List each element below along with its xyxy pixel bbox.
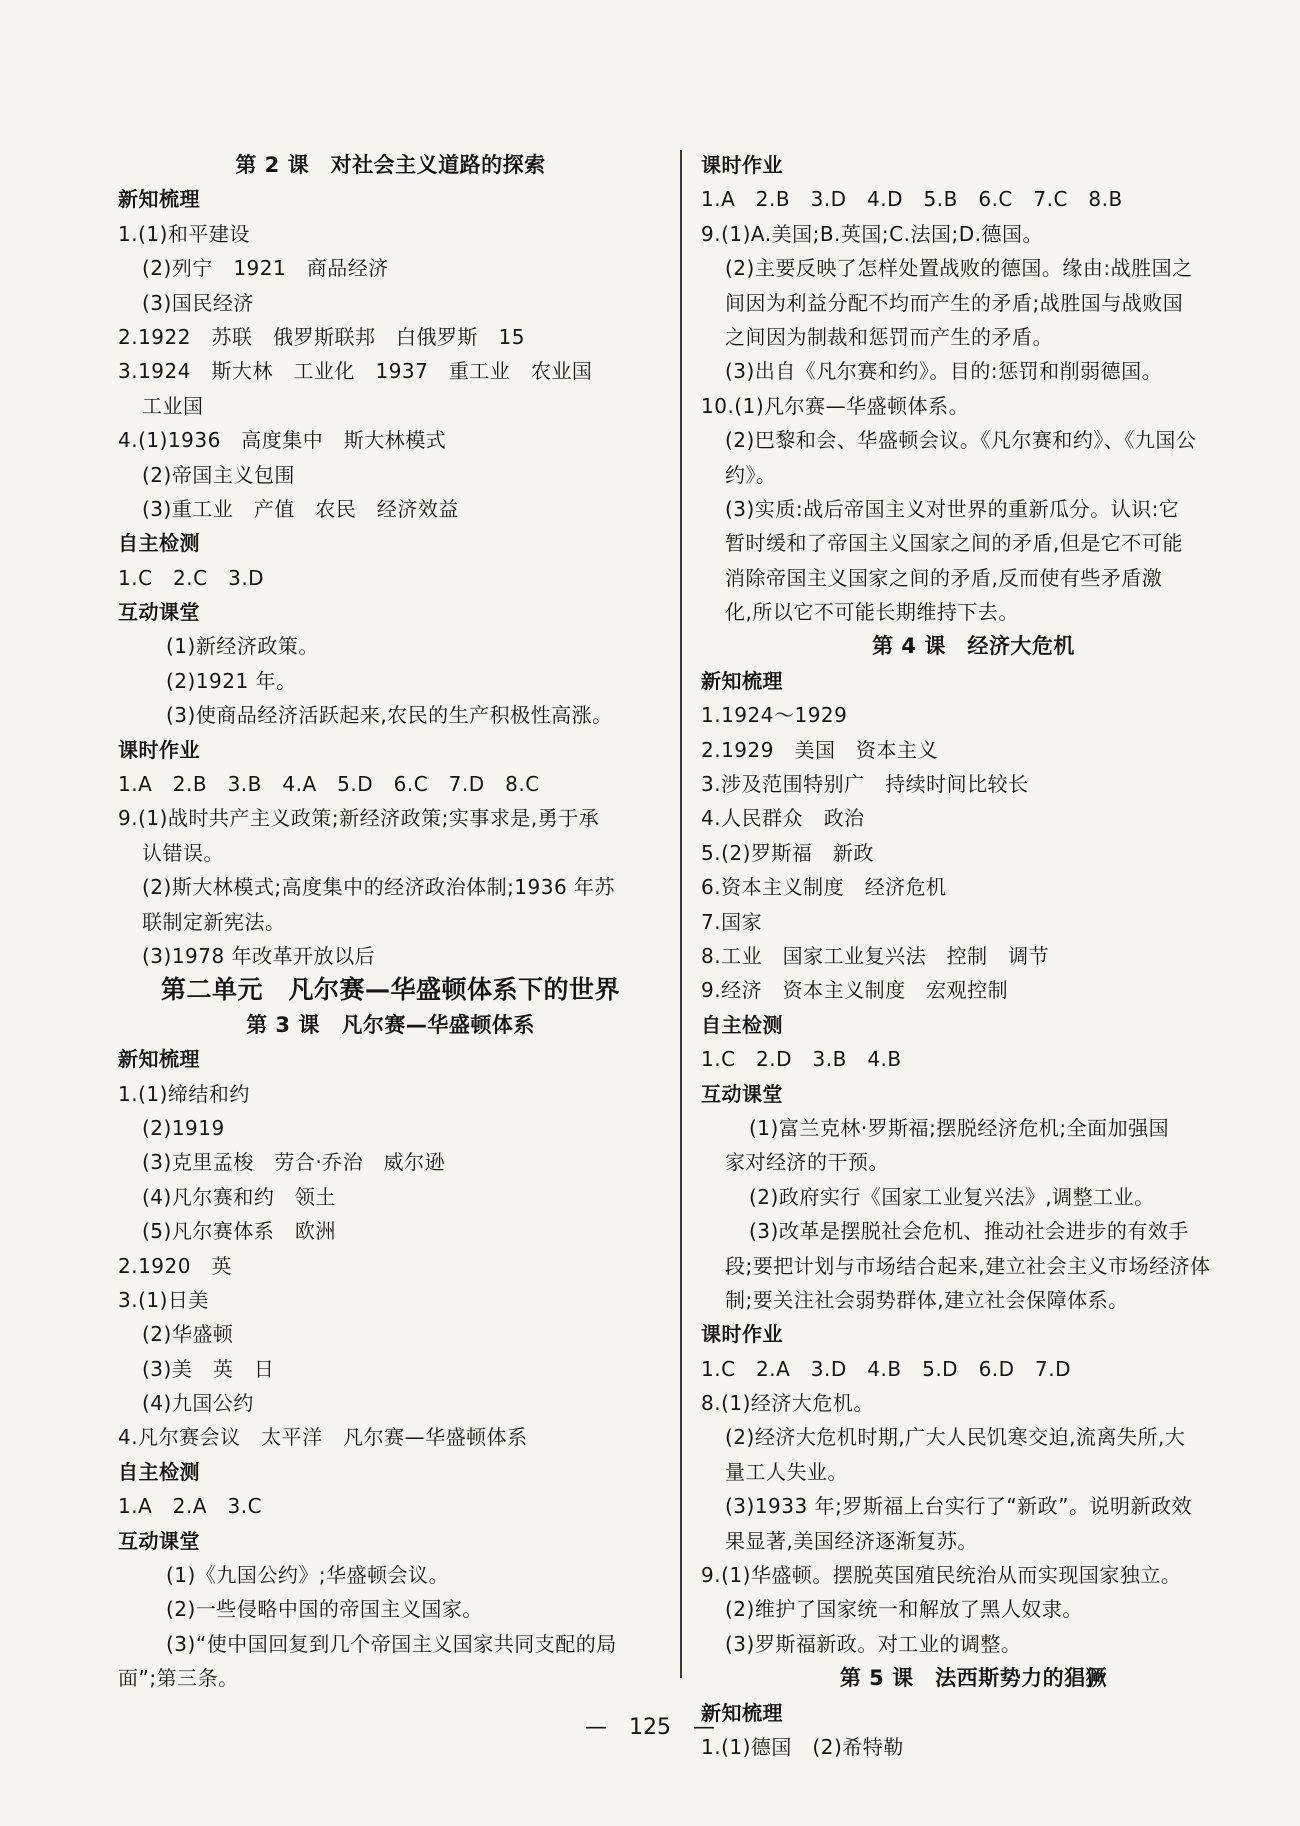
answer-line: (2)维护了国家统一和解放了黑人奴隶。 bbox=[725, 1597, 1083, 1622]
answer-line: (2)帝国主义包围 bbox=[142, 462, 295, 487]
answer-line: (3)出自《凡尔赛和约》。目的:惩罚和削弱德国。 bbox=[725, 359, 1163, 384]
answer-line: 9.(1)战时共产主义政策;新经济政策;实事求是,勇于承 bbox=[118, 806, 600, 831]
answer-line: (3)罗斯福新政。对工业的调整。 bbox=[725, 1631, 1022, 1656]
answer-line: 2.1929 美国 资本主义 bbox=[701, 737, 938, 762]
answer-line: (2)列宁 1921 商品经济 bbox=[142, 256, 389, 281]
answer-line: (3)改革是摆脱社会危机、推动社会进步的有效手 bbox=[749, 1219, 1189, 1244]
answer-line: 8.(1)经济大危机。 bbox=[701, 1391, 874, 1416]
section-heading: 新知梳理 bbox=[118, 1047, 200, 1072]
answer-line: 约》。 bbox=[725, 462, 777, 487]
answer-line: 4.人民群众 政治 bbox=[701, 806, 865, 831]
answer-line: 1.A 2.A 3.C bbox=[118, 1494, 263, 1519]
section-heading: 课时作业 bbox=[701, 153, 783, 177]
answer-line: 1.C 2.D 3.B 4.B bbox=[701, 1047, 902, 1072]
answer-line: 家对经济的干预。 bbox=[725, 1150, 889, 1175]
section-heading: 互动课堂 bbox=[118, 600, 200, 625]
answer-line: 联制定新宪法。 bbox=[142, 909, 286, 934]
answer-line: (3)“使中国回复到几个帝国主义国家共同支配的局 bbox=[166, 1631, 617, 1656]
answer-line: 1.A 2.B 3.D 4.D 5.B 6.C 7.C 8.B bbox=[701, 187, 1123, 212]
answer-line: (1)富兰克林·罗斯福;摆脱经济危机;全面加强国 bbox=[749, 1115, 1170, 1140]
answer-line: 1.(1)缔结和约 bbox=[118, 1081, 250, 1106]
lesson-title: 第 5 课 法西斯势力的猖獗 bbox=[839, 1666, 1108, 1691]
answer-line: 6.资本主义制度 经济危机 bbox=[701, 875, 947, 900]
left-column bbox=[118, 148, 663, 1696]
answer-line: (3)使商品经济活跃起来,农民的生产积极性高涨。 bbox=[166, 703, 613, 728]
answer-line: (2)1921 年。 bbox=[166, 668, 297, 693]
answer-line: 8.工业 国家工业复兴法 控制 调节 bbox=[701, 943, 1050, 968]
answer-line: (5)凡尔赛体系 欧洲 bbox=[142, 1219, 336, 1244]
section-heading: 互动课堂 bbox=[118, 1528, 200, 1553]
section-heading: 新知梳理 bbox=[701, 1700, 783, 1725]
answer-line: 果显著,美国经济逐渐复苏。 bbox=[725, 1528, 978, 1553]
right-column bbox=[701, 148, 1246, 1764]
section-heading: 自主检测 bbox=[118, 1459, 200, 1484]
answer-line: (1)新经济政策。 bbox=[166, 634, 319, 659]
unit-title: 第二单元 凡尔赛—华盛顿体系下的世界 bbox=[160, 975, 620, 1005]
page-number: — 125 — bbox=[585, 1715, 715, 1740]
answer-line: (2)巴黎和会、华盛顿会议。《凡尔赛和约》、《九国公 bbox=[725, 428, 1197, 453]
answer-line: 段;要把计划与市场结合起来,建立社会主义市场经济体 bbox=[725, 1253, 1211, 1278]
answer-line: 量工人失业。 bbox=[725, 1459, 848, 1484]
lesson-title: 第 3 课 凡尔赛—华盛顿体系 bbox=[246, 1012, 535, 1037]
answer-line: 化,所以它不可能长期维持下去。 bbox=[725, 600, 1019, 625]
column-divider bbox=[680, 150, 682, 1678]
answer-line: (3)国民经济 bbox=[142, 290, 254, 315]
answer-line: 制;要关注社会弱势群体,建立社会保障体系。 bbox=[725, 1287, 1129, 1312]
answer-line: 2.1920 英 bbox=[118, 1253, 232, 1278]
answer-line: (3)重工业 产值 农民 经济效益 bbox=[142, 496, 459, 521]
answer-line: 4.凡尔赛会议 太平洋 凡尔赛—华盛顿体系 bbox=[118, 1425, 528, 1450]
lesson-title: 第 4 课 经济大危机 bbox=[872, 634, 1075, 659]
answer-line: (2)主要反映了怎样处置战败的德国。缘由:战胜国之 bbox=[725, 256, 1193, 281]
answer-line: (2)政府实行《国家工业复兴法》,调整工业。 bbox=[749, 1184, 1155, 1209]
section-heading: 互动课堂 bbox=[701, 1081, 783, 1106]
answer-line: 1.C 2.A 3.D 4.B 5.D 6.D 7.D bbox=[701, 1356, 1072, 1381]
answer-line: 消除帝国主义国家之间的矛盾,反而使有些矛盾激 bbox=[725, 565, 1163, 590]
answer-line: 4.(1)1936 高度集中 斯大林模式 bbox=[118, 428, 447, 453]
answer-line: (2)斯大林模式;高度集中的经济政治体制;1936 年苏 bbox=[142, 875, 616, 900]
lesson-title: 第 2 课 对社会主义道路的探索 bbox=[235, 153, 546, 177]
section-heading: 课时作业 bbox=[118, 737, 200, 762]
answer-line: 7.国家 bbox=[701, 909, 763, 934]
answer-line: 1.C 2.C 3.D bbox=[118, 565, 265, 590]
answer-line: 2.1922 苏联 俄罗斯联邦 白俄罗斯 15 bbox=[118, 324, 525, 349]
answer-line: 面”;第三条。 bbox=[118, 1666, 239, 1691]
answer-line: 5.(2)罗斯福 新政 bbox=[701, 840, 874, 865]
answer-line: 间因为利益分配不均而产生的矛盾;战胜国与战败国 bbox=[725, 290, 1184, 315]
answer-line: 3.1924 斯大林 工业化 1937 重工业 农业国 bbox=[118, 359, 593, 384]
answer-line: (2)1919 bbox=[142, 1115, 225, 1140]
answer-line: 1.(1)和平建设 bbox=[118, 221, 250, 246]
answer-line: (2)华盛顿 bbox=[142, 1322, 234, 1347]
answer-line: (3)1978 年改革开放以后 bbox=[142, 943, 376, 968]
answer-line: (3)美 英 日 bbox=[142, 1356, 275, 1381]
answer-line: 1.1924～1929 bbox=[701, 703, 848, 728]
answer-line: 暂时缓和了帝国主义国家之间的矛盾,但是它不可能 bbox=[725, 531, 1183, 556]
answer-line: 之间因为制裁和惩罚而产生的矛盾。 bbox=[725, 324, 1053, 349]
section-heading: 新知梳理 bbox=[118, 187, 200, 212]
answer-line: 工业国 bbox=[142, 393, 204, 418]
answer-line: (1)《九国公约》;华盛顿会议。 bbox=[166, 1563, 450, 1588]
answer-line: (2)经济大危机时期,广大人民饥寒交迫,流离失所,大 bbox=[725, 1425, 1186, 1450]
answer-line: (3)实质:战后帝国主义对世界的重新瓜分。认识:它 bbox=[725, 496, 1180, 521]
answer-line: (2)一些侵略中国的帝国主义国家。 bbox=[166, 1597, 483, 1622]
answer-line: 9.(1)A.美国;B.英国;C.法国;D.德国。 bbox=[701, 221, 1043, 246]
answer-line: 1.(1)德国 (2)希特勒 bbox=[701, 1734, 904, 1759]
answer-line: 1.A 2.B 3.B 4.A 5.D 6.C 7.D 8.C bbox=[118, 772, 540, 797]
answer-line: (4)九国公约 bbox=[142, 1391, 254, 1416]
answer-line: (3)克里孟梭 劳合·乔治 威尔逊 bbox=[142, 1150, 446, 1175]
answer-line: 认错误。 bbox=[142, 840, 224, 865]
answer-line: 3.(1)日美 bbox=[118, 1287, 209, 1312]
answer-line: 9.(1)华盛顿。摆脱英国殖民统治从而实现国家独立。 bbox=[701, 1563, 1182, 1588]
answer-line: (3)1933 年;罗斯福上台实行了“新政”。说明新政效 bbox=[725, 1494, 1193, 1519]
answer-line: 10.(1)凡尔赛—华盛顿体系。 bbox=[701, 393, 970, 418]
answer-line: 9.经济 资本主义制度 宏观控制 bbox=[701, 978, 1009, 1003]
answer-line: 3.涉及范围特别广 持续时间比较长 bbox=[701, 772, 1029, 797]
answer-line: (4)凡尔赛和约 领土 bbox=[142, 1184, 336, 1209]
section-heading: 新知梳理 bbox=[701, 668, 783, 693]
section-heading: 自主检测 bbox=[118, 531, 200, 556]
section-heading: 课时作业 bbox=[701, 1322, 783, 1347]
section-heading: 自主检测 bbox=[701, 1012, 783, 1037]
